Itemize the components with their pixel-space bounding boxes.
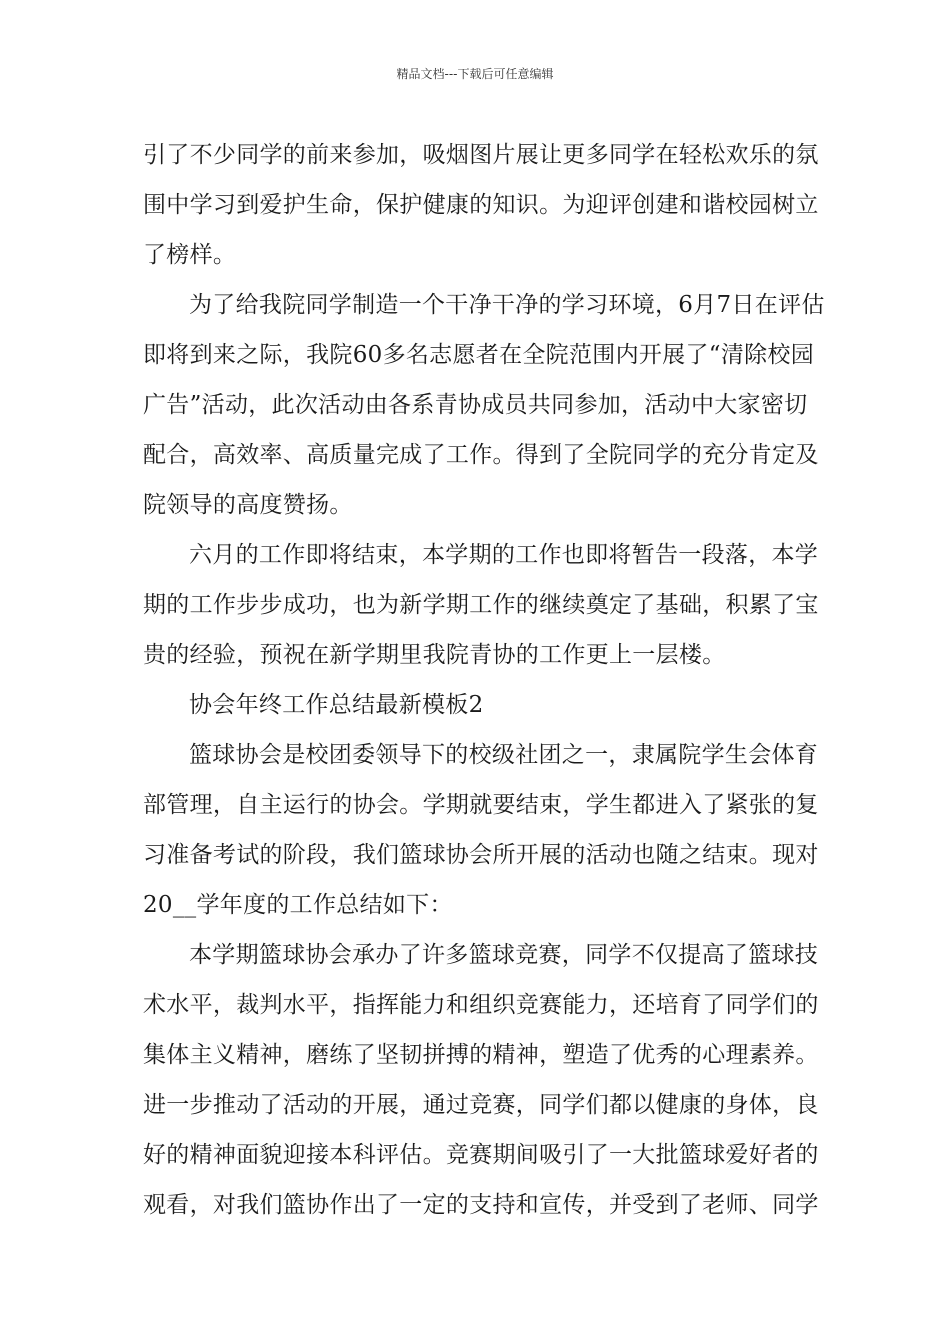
document-body [143, 130, 825, 1230]
text-line: 即将到来之际，我院60多名志愿者在全院范围内开展了“清除校园 [143, 342, 815, 368]
text-line: 部管理，自主运行的协会。学期就要结束，学生都进入了紧张的复 [143, 792, 819, 818]
text-line: 广告”活动，此次活动由各系青协成员共同参加，活动中大家密切 [143, 392, 808, 418]
paragraph-start-line: 六月的工作即将结束，本学期的工作也即将暂告一段落，本学 [189, 542, 819, 568]
text-line: 术水平，裁判水平，指挥能力和组织竞赛能力，还培育了同学们的 [143, 992, 819, 1018]
text-line: 集体主义精神，磨练了坚韧拼搏的精神，塑造了优秀的心理素养。 [143, 1042, 819, 1068]
text-line: 贵的经验，预祝在新学期里我院青协的工作更上一层楼。 [143, 642, 726, 668]
text-line: 观看，对我们篮协作出了一定的支持和宣传，并受到了老师、同学 [143, 1192, 819, 1218]
page-header: 精品文档---下载后可任意编辑 [396, 67, 554, 81]
text-line: 配合，高效率、高质量完成了工作。得到了全院同学的充分肯定及 [143, 442, 819, 468]
text-line: 进一步推动了活动的开展，通过竞赛，同学们都以健康的身体，良 [143, 1092, 819, 1118]
paragraph-start-line: 本学期篮球协会承办了许多篮球竞赛，同学不仅提高了篮球技 [189, 942, 819, 968]
paragraph-start-line: 为了给我院同学制造一个干净干净的学习环境，6月7日在评估 [189, 292, 825, 318]
text-line: 20__学年度的工作总结如下： [143, 892, 453, 918]
text-line: 期的工作步步成功，也为新学期工作的继续奠定了基础，积累了宝 [143, 592, 819, 618]
text-line: 引了不少同学的前来参加，吸烟图片展让更多同学在轻松欢乐的氛 [143, 142, 819, 168]
text-line: 习准备考试的阶段，我们篮球协会所开展的活动也随之结束。现对 [143, 842, 819, 868]
text-line: 围中学习到爱护生命，保护健康的知识。为迎评创建和谐校园树立 [143, 192, 819, 218]
section-heading: 协会年终工作总结最新模板2 [189, 692, 484, 718]
text-line: 院领导的高度赞扬。 [143, 492, 353, 518]
text-line: 好的精神面貌迎接本科评估。竞赛期间吸引了一大批篮球爱好者的 [143, 1142, 819, 1168]
text-line: 了榜样。 [143, 242, 237, 268]
paragraph-start-line: 篮球协会是校团委领导下的校级社团之一，隶属院学生会体育 [189, 742, 819, 768]
